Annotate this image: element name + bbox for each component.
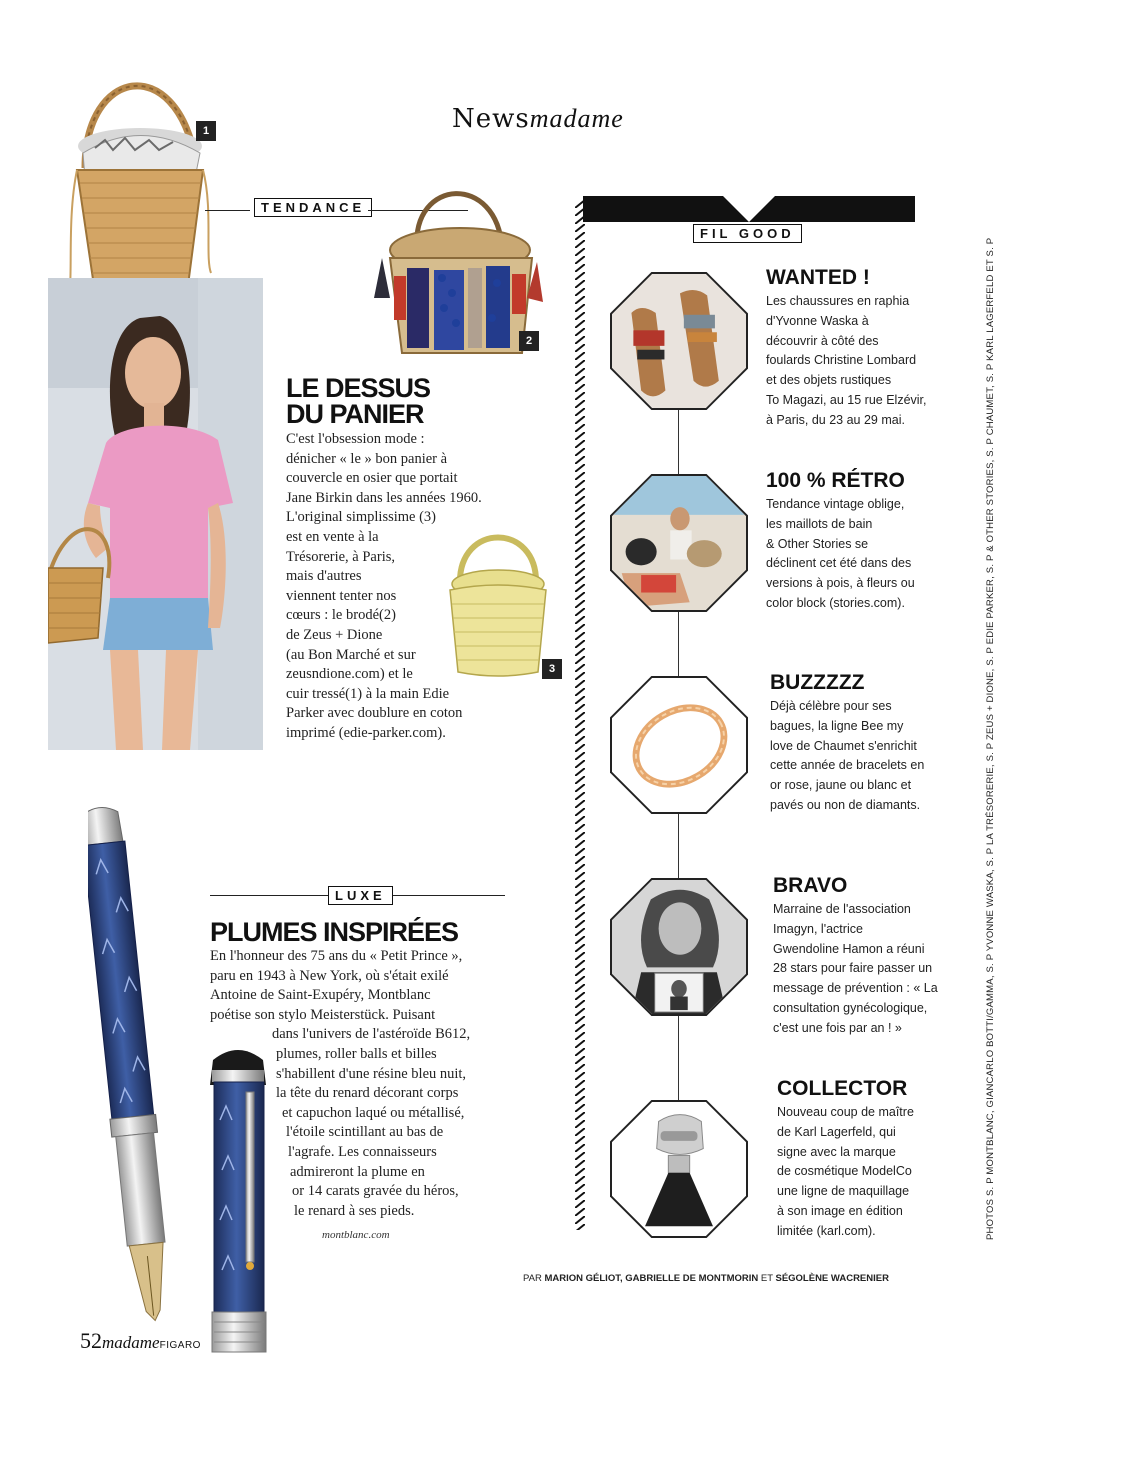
- tendance-body-line: L'original simplissime (3): [286, 509, 437, 526]
- filgood-title-5: COLLECTOR: [777, 1077, 908, 1100]
- filgood-label: FIL GOOD: [693, 224, 802, 243]
- luxe-body-line: s'habillent d'une résine bleu nuit,: [276, 1065, 467, 1082]
- yellow-basket-image: [438, 522, 558, 682]
- tendance-body-line: viennent tenter nos: [286, 587, 397, 604]
- filgood-title-1: WANTED !: [766, 266, 870, 289]
- filgood-text-line: bagues, la ligne Bee my: [770, 718, 904, 733]
- filgood-text-line: Les chaussures en raphia: [766, 294, 910, 308]
- folio-brand-figaro: FIGARO: [159, 1340, 201, 1351]
- filgood-text-line: limitée (karl.com).: [777, 1223, 876, 1238]
- tendance-body-line: de Zeus + Dione: [286, 626, 383, 643]
- filgood-text-3: [770, 697, 924, 816]
- luxe-body-line: dans l'univers de l'astéroïde B612,: [272, 1026, 471, 1043]
- tendance-body-line: zeusndione.com) et le: [286, 666, 413, 683]
- filgood-text-line: signe avec la marque: [777, 1144, 896, 1159]
- luxe-body-line: paru en 1943 à New York, où s'était exilé: [210, 967, 449, 984]
- luxe-body-line: En l'honneur des 75 ans du « Petit Prince »,: [210, 948, 463, 964]
- basket-tag-1: 1: [196, 121, 216, 141]
- masthead: [452, 104, 624, 134]
- filgood-text-line: Imagyn, l'actrice: [773, 921, 863, 936]
- hatched-rule: [575, 200, 585, 1230]
- filgood-text-4: [773, 900, 938, 1039]
- filgood-text-line: versions à pois, à fleurs ou: [766, 576, 915, 591]
- filgood-text-line: pavés ou non de diamants.: [770, 797, 921, 812]
- tendance-body-line: Trésorerie, à Paris,: [286, 548, 395, 565]
- filgood-text-1: [766, 292, 927, 431]
- filgood-text-line: Déjà célèbre pour ses: [770, 699, 892, 713]
- luxe-body-line: plumes, roller balls et billes: [276, 1045, 437, 1062]
- filgood-text-line: et des objets rustiques: [766, 373, 892, 388]
- luxe-body-line: poétise son stylo Meisterstück. Puisant: [210, 1006, 436, 1023]
- filgood-text-line: d'Yvonne Waska à: [766, 313, 869, 328]
- luxe-headline: PLUMES INSPIRÉES: [210, 917, 459, 947]
- luxe-body-line: le renard à ses pieds.: [294, 1202, 415, 1219]
- luxe-body-line: admireront la plume en: [290, 1163, 425, 1180]
- byline-prefix: PAR: [523, 1273, 542, 1284]
- luxe-source: montblanc.com: [322, 1229, 390, 1241]
- tendance-body-line: cœurs : le brodé(2): [286, 607, 396, 624]
- filgood-text-line: c'est une fois par an ! »: [773, 1020, 902, 1035]
- filgood-text-line: consultation gynécologique,: [773, 1000, 928, 1015]
- tendance-body-line: Jane Birkin dans les années 1960.: [286, 489, 482, 506]
- karl-lagerfeld-brush-photo: [610, 1100, 748, 1238]
- filgood-text-2: [766, 495, 915, 614]
- filgood-text-line: de Karl Lagerfeld, qui: [777, 1124, 896, 1139]
- montblanc-pens-image: [88, 800, 288, 1360]
- filgood-text-line: les maillots de bain: [766, 516, 873, 531]
- page-number: 52: [80, 1328, 102, 1353]
- luxe-body-line: l'agrafe. Les connaisseurs: [288, 1143, 437, 1160]
- filgood-text-line: découvrir à côté des: [766, 333, 879, 348]
- tendance-headline: [286, 375, 430, 427]
- tendance-body-line: C'est l'obsession mode :: [286, 431, 425, 447]
- tendance-body-line: couvercle en osier que portait: [286, 470, 458, 487]
- filgood-text-line: Nouveau coup de maître: [777, 1105, 914, 1119]
- folio: [80, 1328, 201, 1354]
- tendance-body-line: est en vente à la: [286, 528, 379, 545]
- masthead-madame: madame: [529, 104, 624, 133]
- filgood-title-4: BRAVO: [773, 874, 848, 897]
- tendance-body-line: imprimé (edie-parker.com).: [286, 724, 446, 741]
- filgood-text-line: Marraine de l'association: [773, 902, 911, 916]
- byline-names-1: MARION GÉLIOT, GABRIELLE DE MONTMORIN: [544, 1273, 759, 1284]
- wicker-basket-image: [55, 58, 215, 308]
- filgood-text-line: & Other Stories se: [766, 536, 869, 551]
- luxe-body-line: or 14 carats gravée du héros,: [292, 1183, 459, 1200]
- folio-brand: madame: [102, 1333, 160, 1352]
- filgood-text-5: [777, 1103, 914, 1242]
- tendance-label: TENDANCE: [254, 198, 372, 217]
- filgood-text-line: message de prévention : « La: [773, 981, 938, 996]
- filgood-text-line: Gwendoline Hamon a réuni: [773, 941, 925, 956]
- luxe-body-line: l'étoile scintillant au bas de: [286, 1124, 444, 1141]
- tendance-body-line: mais d'autres: [286, 568, 362, 585]
- photo-credits: PHOTOS S. P MONTBLANC, GIANCARLO BOTTI/GAMMA, S. P YVONNE WASKA, S. P LA TRÉSORERIE, S. P ZEUS + DIONE, S. P EDIE PARKER, S. P & OTHER STORIES, S. P CHAUMET, S. P KARL LAGERFELD ET S. P: [985, 237, 996, 1240]
- sandals-photo: [610, 272, 748, 410]
- luxe-label: LUXE: [328, 886, 393, 905]
- filgood-text-line: Tendance vintage oblige,: [766, 497, 905, 511]
- filgood-text-line: 28 stars pour faire passer un: [773, 961, 933, 976]
- tendance-body-line: (au Bon Marché et sur: [286, 646, 416, 663]
- tendance-body-line: Parker avec doublure en coton: [286, 705, 463, 722]
- filgood-text-line: To Magazi, au 15 rue Elzévir,: [766, 392, 927, 407]
- filgood-text-line: or rose, jaune ou blanc et: [770, 778, 912, 793]
- luxe-body-line: Antoine de Saint-Exupéry, Montblanc: [210, 987, 431, 1004]
- basket-tag-2: 2: [519, 331, 539, 351]
- filgood-text-line: une ligne de maquillage: [777, 1184, 910, 1199]
- filgood-title-2: 100 % RÉTRO: [766, 469, 905, 492]
- beach-swimwear-photo: [610, 474, 748, 612]
- filgood-text-line: cette année de bracelets en: [770, 758, 925, 773]
- masthead-news: News: [452, 104, 530, 134]
- luxe-body-line: la tête du renard décorant corps: [276, 1085, 459, 1102]
- filgood-text-line: color block (stories.com).: [766, 595, 905, 610]
- tendance-rule-left: [205, 210, 250, 211]
- gwendoline-hamon-photo: [610, 878, 748, 1016]
- jane-birkin-photo: [48, 278, 263, 750]
- tendance-headline-line1: LE DESSUS: [286, 373, 431, 403]
- luxe-body-line: et capuchon laqué ou métallisé,: [282, 1104, 465, 1121]
- filgood-text-line: love de Chaumet s'enrichit: [770, 738, 917, 753]
- bracelet-photo: [610, 676, 748, 814]
- filgood-text-line: déclinent cet été dans des: [766, 556, 912, 571]
- filgood-text-line: à son image en édition: [777, 1203, 903, 1218]
- tendance-body-line: dénicher « le » bon panier à: [286, 450, 448, 467]
- basket-tag-3: 3: [542, 659, 562, 679]
- filgood-text-line: de cosmétique ModelCo: [777, 1164, 912, 1179]
- filgood-text-line: foulards Christine Lombard: [766, 353, 917, 368]
- byline-names-2: SÉGOLÈNE WACRENIER: [775, 1273, 889, 1284]
- filgood-title-3: BUZZZZZ: [770, 671, 865, 694]
- byline: [523, 1273, 889, 1284]
- tendance-headline-line2: DU PANIER: [286, 399, 424, 429]
- filgood-text-line: à Paris, du 23 au 29 mai.: [766, 412, 905, 427]
- byline-conj: ET: [760, 1273, 773, 1284]
- tendance-body-line: cuir tressé(1) à la main Edie: [286, 685, 450, 702]
